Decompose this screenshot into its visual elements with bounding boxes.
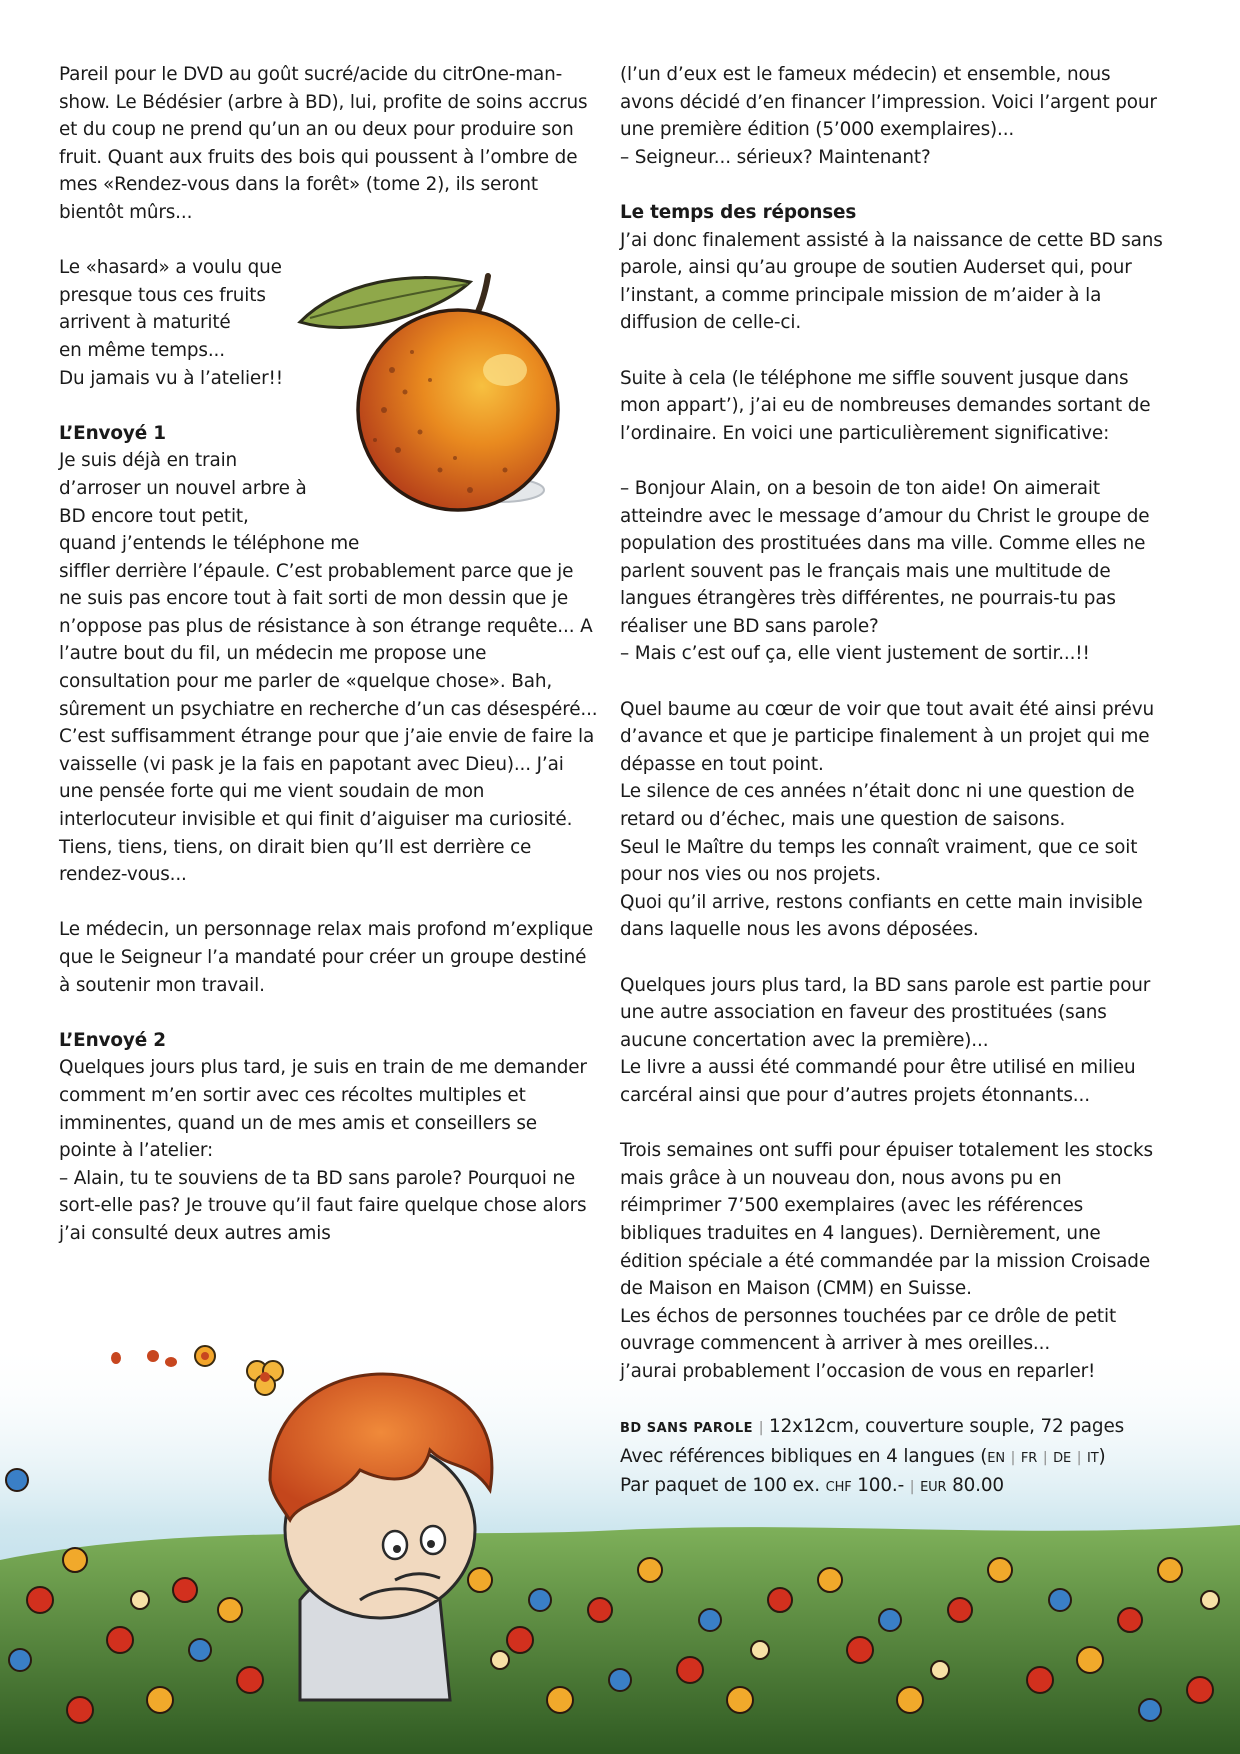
paragraph-suite: Suite à cela (le téléphone me siffle souvent jusque dans mon appart’), j’ai eu de nombreuses demandes sortant de l’ordinaire. En voici une particulièrement significative: [620, 367, 1151, 444]
paragraph-baume: Quel baume au cœur de voir que tout avait été ainsi prévu d’avance et que je participe finalement à un projet qui me dépasse en tout point. [620, 698, 1154, 775]
envoye1-line: quand j’entends le téléphone me [59, 533, 360, 555]
envoye1-rest: siffler derrière l’épaule. C’est probablement parce que je ne suis pas encore tout à fait sorti de mon dessin que je n’oppose pas plus de résistance à son étrange requête... A l’autre bout du fil, un médecin me propose une consultation pour me parler de «quelque chose». Bah, sûrement un psychiatre en recherche d’un cas désespéré... [59, 560, 598, 720]
eur-price: 80.00 [952, 1475, 1004, 1497]
heading-temps-des-reponses: Le temps des réponses [620, 201, 857, 223]
paragraph-envoye-1 [59, 447, 599, 723]
product-format: 12x12cm, couverture souple, 72 pages [769, 1416, 1125, 1438]
refs-prefix: Avec références bibliques en 4 langues ( [620, 1445, 988, 1467]
product-line-1 [620, 1413, 1165, 1443]
paragraph-trois-semaines: Trois semaines ont suffi pour épuiser totalement les stocks mais grâce à un nouveau don, nous avons pu en réimprimer 7’500 exemplaires (avec les références bibliques traduites en 4 langues). Dernièrement, une édition spéciale a été commandée par la mission Croisade de Maison en Maison (CMM) en Suisse. [620, 1140, 1153, 1300]
paragraph-reparler: j’aurai probablement l’occasion de vous en reparler! [620, 1360, 1096, 1382]
price-prefix: Par paquet de 100 ex. [620, 1475, 820, 1497]
envoye1-line: d’arroser un nouvel arbre à [59, 477, 307, 499]
paragraph-quoi: Quoi qu’il arrive, restons confiants en cette main invisible dans laquelle nous les avons déposées. [620, 891, 1143, 941]
heading-envoye-2: L’Envoyé 2 [59, 1029, 166, 1051]
lang-en: EN [987, 1450, 1005, 1466]
hasard-line: presque tous ces fruits [59, 284, 266, 306]
hasard-line: en même temps... [59, 339, 225, 361]
product-line-3 [620, 1472, 1165, 1502]
paragraph-maitre: Seul le Maître du temps les connaît vraiment, que ce soit pour nos vies ou nos projets. [620, 836, 1138, 886]
refs-suffix: ) [1098, 1445, 1106, 1467]
lang-it: IT [1087, 1450, 1099, 1466]
separator: | [1010, 1449, 1016, 1466]
separator: | [909, 1479, 915, 1496]
separator: | [1042, 1449, 1048, 1466]
dialog-seigneur: – Seigneur... sérieux? Maintenant? [620, 146, 931, 168]
heading-envoye-1: L’Envoyé 1 [59, 422, 166, 444]
left-column [59, 61, 599, 1248]
envoye1-line: Je suis déjà en train [59, 450, 238, 472]
right-column [620, 61, 1165, 1502]
paragraph-vaisselle: C’est suffisamment étrange pour que j’aie envie de faire la vaisselle (vi pask je la fais en papotant avec Dieu)... J’ai une pensée forte qui me vient soudain de mon interlocuteur invisible et qui finit d’aiguiser ma curiosité. Tiens, tiens, tiens, on dirait bien qu’Il est derrière ce rendez-vous... [59, 726, 595, 886]
paragraph-hasard [59, 254, 299, 392]
chf-label: CHF [825, 1480, 852, 1496]
eur-label: EUR [920, 1480, 947, 1496]
paragraph-silence: Le silence de ces années n’était donc ni une question de retard ou d’échec, mais une question de saisons. [620, 781, 1135, 831]
envoye1-line: BD encore tout petit, [59, 505, 249, 527]
separator: | [1076, 1449, 1082, 1466]
lang-fr: FR [1020, 1450, 1038, 1466]
paragraph-echos: Les échos de personnes touchées par ce drôle de petit ouvrage commencent à arriver à mes oreilles... [620, 1305, 1117, 1355]
paragraph-livre: Le livre a aussi été commandé pour être utilisé en milieu carcéral ainsi que pour d’autres projets étonnants... [620, 1057, 1136, 1106]
lang-de: DE [1053, 1450, 1072, 1466]
paragraph-quelques-jours: Quelques jours plus tard, la BD sans parole est partie pour une autre association en faveur des prostituées (sans aucune concertation avec la première)... [620, 974, 1151, 1051]
product-name: BD SANS PAROLE [620, 1421, 754, 1437]
separator: | [758, 1420, 764, 1437]
chf-price: 100.- [857, 1475, 905, 1497]
paragraph-envoye-2: Quelques jours plus tard, je suis en train de me demander comment m’en sortir avec ces récoltes multiples et imminentes, quand un de mes amis et conseillers se pointe à l’atelier: [59, 1057, 587, 1162]
paragraph-naissance: J’ai donc finalement assisté à la naissance de cette BD sans parole, ainsi qu’au groupe de soutien Auderset qui, pour l’instant, a comme principale mission de m’aider à la diffusion de celle-ci. [620, 229, 1163, 334]
paragraph-medecin: Le médecin, un personnage relax mais profond m’explique que le Seigneur l’a mandaté pour créer un groupe destiné à soutenir mon travail. [59, 919, 594, 996]
dialog-envoye-2: – Alain, tu te souviens de ta BD sans parole? Pourquoi ne sort-elle pas? Je trouve qu’il faut faire quelque chose alors j’ai consulté deux autres amis [59, 1167, 587, 1244]
hasard-line: arrivent à maturité [59, 312, 231, 334]
product-specs [620, 1413, 1165, 1502]
hasard-line: Le «hasard» a voulu que [59, 257, 282, 279]
dialog-bonjour: – Bonjour Alain, on a besoin de ton aide! On aimerait atteindre avec le message d’amour du Christ le groupe de population des prostituées dans ma ville. Comme elles ne parlent souvent pas le français mais une multitude de langues étrangères très différentes, ne pourrais-tu pas réaliser une BD sans parole? [620, 477, 1150, 637]
hasard-line: Du jamais vu à l’atelier!! [59, 367, 283, 389]
dialog-ouf: – Mais c’est ouf ça, elle vient justement de sortir...!! [620, 643, 1090, 665]
paragraph-financer: (l’un d’eux est le fameux médecin) et ensemble, nous avons décidé d’en financer l’impression. Voici l’argent pour une première édition (5’000 exemplaires)... [620, 64, 1157, 141]
paragraph-dvd: Pareil pour le DVD au goût sucré/acide du citrOne-man-show. Le Bédésier (arbre à BD), lui, profite de soins accrus et du coup ne prend qu’un an ou deux pour produire son fruit. Quant aux fruits des bois qui poussent à l’ombre de mes «Rendez-vous dans la forêt» (tome 2), ils seront bientôt mûrs... [59, 64, 588, 223]
product-line-2 [620, 1443, 1165, 1473]
